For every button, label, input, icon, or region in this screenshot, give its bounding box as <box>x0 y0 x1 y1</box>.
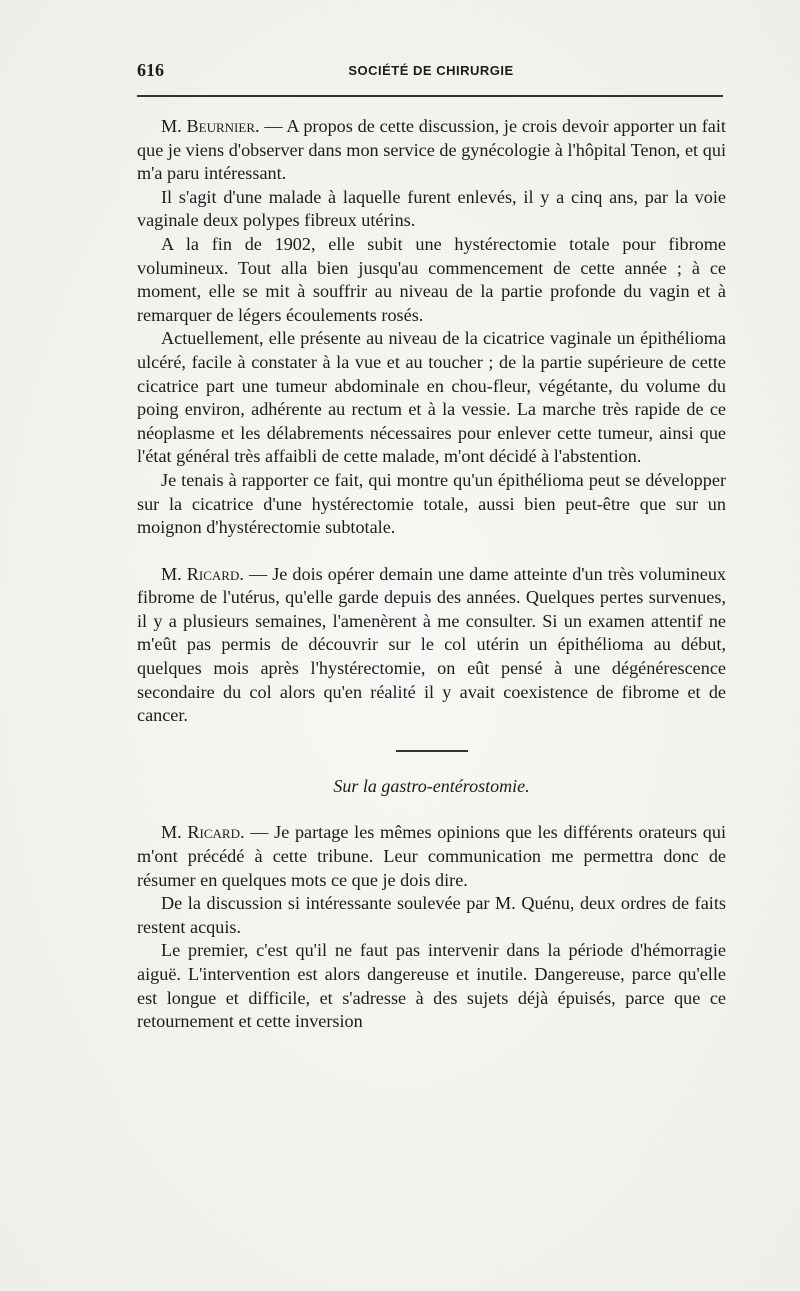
paragraph <box>137 469 726 540</box>
speaker-name: M. Ricard. <box>161 563 244 584</box>
section-title: Sur la gastro-entérostomie. <box>333 775 530 796</box>
paragraph <box>137 563 726 728</box>
paragraph-text: — A propos de cette discussion, je crois devoir apporter un fait que je viens d'observer dans mon service de gynécologie à l'hôpital Tenon, et qui m'a paru intéressant. <box>137 116 726 184</box>
running-title: SOCIÉTÉ DE CHIRURGIE <box>348 63 514 78</box>
paragraph-text: Il s'agit d'une malade à laquelle furent enlevés, il y a cinq ans, par la voie vaginale deux polypes fibreux utérins. <box>137 186 726 231</box>
paragraph-text: — Je dois opérer demain une dame atteinte d'un très volumineux fibrome de l'utérus, qu'elle garde depuis des années. Quelques pertes survenues, il y a plusieurs semaines, l'amenèrent à me consulter. Si un examen attentif ne m'eût pas permis de découvrir sur le col utérin un épithélioma au début, quelques mois après l'hystérectomie, on eût pensé à une dégénérescence secondaire du col alors qu'en réalité il y avait coexistence de fibrome et de cancer. <box>137 563 727 726</box>
paragraph <box>137 892 726 939</box>
paragraph-gap <box>137 540 726 563</box>
header-rule <box>137 95 723 97</box>
paragraph <box>137 115 726 186</box>
paragraph <box>137 327 726 469</box>
page-body <box>137 115 726 1034</box>
paragraph-text: Actuellement, elle présente au niveau de la cicatrice vaginale un épithélioma ulcéré, facile à constater à la vue et au toucher ; de la partie supérieure de cette cicatrice part une tumeur abdominale en chou-fleur, végétante, du volume du poing environ, adhérente au rectum et à la vessie. La marche très rapide de ce néoplasme et les délabrements nécessaires pour enlever cette tumeur, ainsi que l'état général très affaibli de cette malade, m'ont décidé à l'abstention. <box>137 328 726 467</box>
paragraph <box>137 233 726 327</box>
paragraph-text: Le premier, c'est qu'il ne faut pas intervenir dans la période d'hémorragie aiguë. L'intervention est alors dangereuse et inutile. Dangereuse, parce qu'elle est longue et difficile, et s'adresse à des sujets déjà épuisés, parce que ce retournement et cette inversion <box>137 940 726 1032</box>
paragraph-text: Je tenais à rapporter ce fait, qui montre qu'un épithélioma peut se développer sur la cicatrice d'une hystérectomie totale, aussi bien peut-être que sur un moignon d'hystérectomie subtotale. <box>137 469 726 538</box>
paragraph-text: — Je partage les mêmes opinions que les différents orateurs qui m'ont précédé à cette tribune. Leur communication me permettra donc de résumer en quelques mots ce que je dois dire. <box>137 822 727 890</box>
speaker-name: M. Ricard. <box>161 822 245 843</box>
speaker-name: M. Beurnier. <box>161 116 260 136</box>
paragraph-gap <box>137 798 726 821</box>
paragraph-text: A la fin de 1902, elle subit une hystérectomie totale pour fibrome volumineux. Tout alla bien jusqu'au commencement de cette année ; à ce moment, elle se mit à souffrir au niveau de la partie profonde du vagin et à remarquer de légers écoulements rosés. <box>137 233 726 325</box>
paragraph <box>137 821 726 892</box>
page-header <box>137 60 725 86</box>
section-divider <box>396 750 468 752</box>
paragraph <box>137 939 726 1033</box>
paragraph-text: De la discussion si intéressante soulevée par M. Quénu, deux ordres de faits restent acquis. <box>137 893 726 937</box>
paragraph <box>137 186 726 233</box>
page-number: 616 <box>137 60 164 80</box>
